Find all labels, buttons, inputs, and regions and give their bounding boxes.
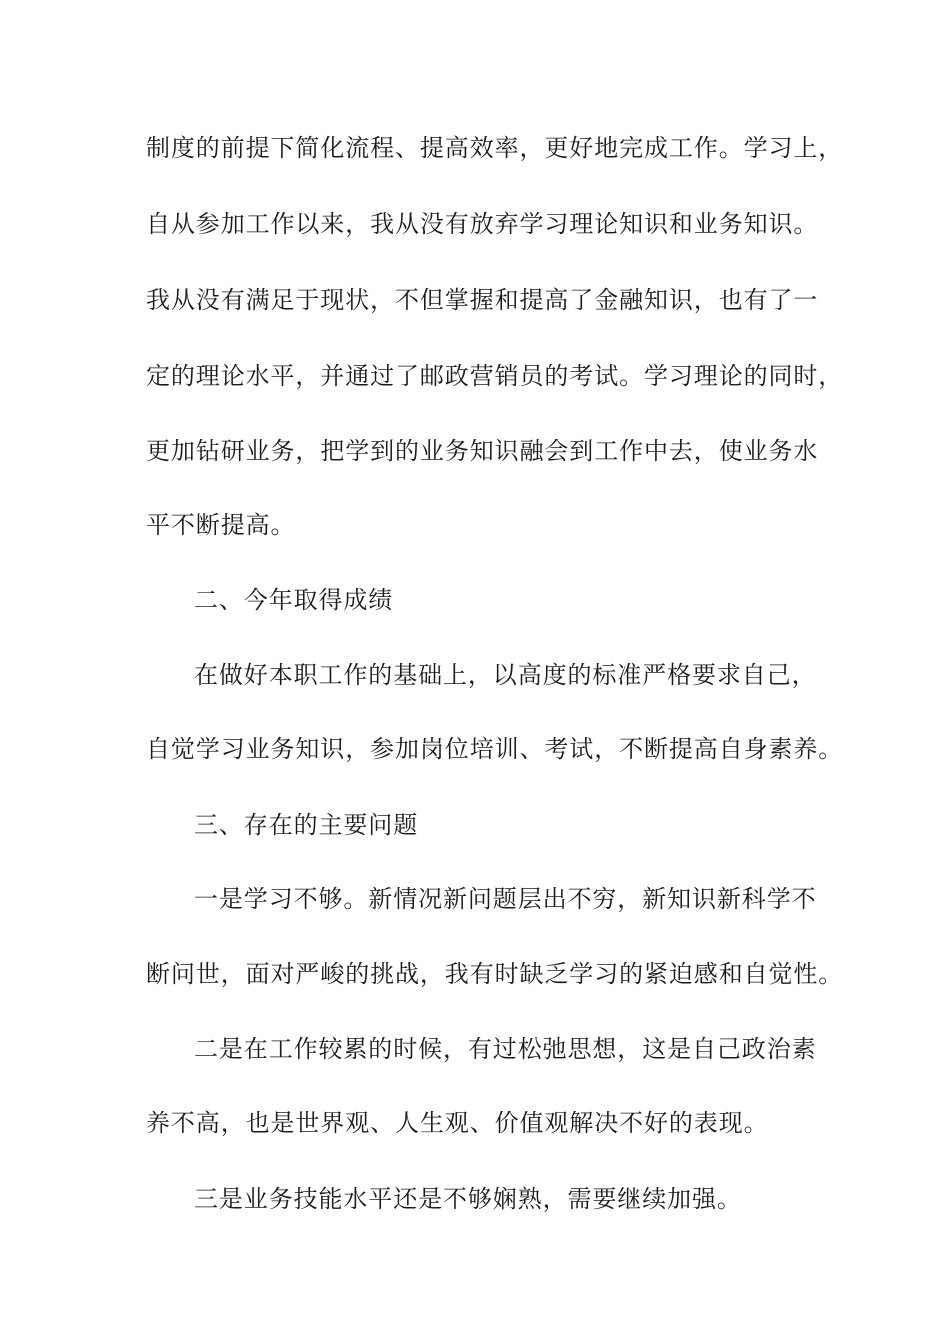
paragraph-line: 一是学习不够。新情况新问题层出不穷，新知识新科学不 <box>194 885 817 913</box>
paragraph-line: 制度的前提下简化流程、提高效率，更好地完成工作。学习上， <box>146 134 844 162</box>
paragraph-line: 更加钻研业务，把学到的业务知识融会到工作中去，使业务水 <box>146 437 819 465</box>
paragraph-line: 定的理论水平，并通过了邮政营销员的考试。学习理论的同时， <box>146 362 844 390</box>
paragraph-line: 在做好本职工作的基础上，以高度的标准严格要求自己， <box>194 661 817 689</box>
paragraph-line: 养不高，也是世界观、人生观、价值观解决不好的表现。 <box>146 1109 769 1137</box>
paragraph-line: 三是业务技能水平还是不够娴熟，需要继续加强。 <box>194 1185 742 1213</box>
section-heading: 三、存在的主要问题 <box>194 811 419 839</box>
paragraph-line: 断问世，面对严峻的挑战，我有时缺乏学习的紧迫感和自觉性。 <box>146 960 844 988</box>
paragraph-line: 平不断提高。 <box>146 511 296 539</box>
paragraph-line: 我从没有满足于现状，不但掌握和提高了金融知识，也有了一 <box>146 286 819 314</box>
paragraph-line: 自觉学习业务知识，参加岗位培训、考试，不断提高自身素养。 <box>146 735 844 763</box>
section-heading: 二、今年取得成绩 <box>194 586 394 614</box>
paragraph-line: 自从参加工作以来，我从没有放弃学习理论知识和业务知识。 <box>146 210 819 238</box>
paragraph-line: 二是在工作较累的时候，有过松弛思想，这是自己政治素 <box>194 1035 817 1063</box>
